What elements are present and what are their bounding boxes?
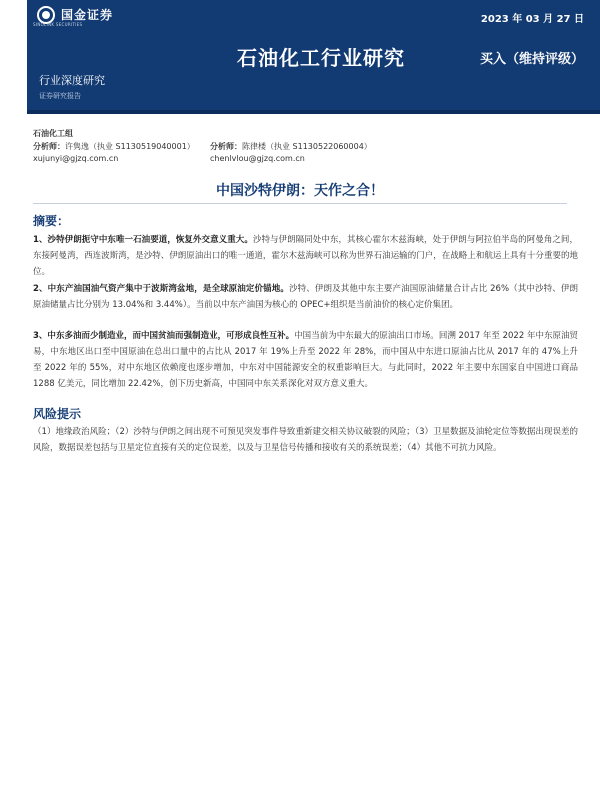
rating-badge: 买入（维持评级） bbox=[479, 52, 584, 67]
article-headline: 中国沙特伊朗：天作之合！ bbox=[216, 183, 384, 199]
analyst-item bbox=[33, 141, 195, 165]
point-text: 沙特、伊朗及其他中东主要产油国原油储量合计占比 26%（其中沙特、伊朗原油储量占比分别为 13.04%和 3.44%）。当前以中东产油国为核心的 OPEC+组织是当前油价的核心定价集团。 bbox=[33, 284, 578, 310]
point-text: 沙特与伊朗隔同处中东，其核心霍尔木兹海峡，处于伊朗与阿拉伯半岛的阿曼角之间，东接阿曼湾，西连波斯湾，是沙特、伊朗原油出口的唯一通道，霍尔木兹海峡可以称为世界石油运输的门户，在战略上和航运上具有十分重要的地位。 bbox=[33, 235, 578, 277]
point-text: 中国当前为中东最大的原油出口市场。回溯 2017 年至 2022 年中东原油贸易，中东地区出口至中国原油在总出口量中的占比从 2017 年 19%上升至 2022 年 28%，而中国从中东进口原油占比从 2017 年的 47%上升至 2022 年的 55%，对中东地区依赖度也逐步增加，中东对中国能源安全的权重影响巨大。与此同时，2022 年主要中东国家自中国进口商品 1288 亿美元，同比增加 22.42%，创下历史新高，中国同中东关系深化对双方意义重大。 bbox=[33, 331, 578, 389]
risk-text: （1）地缘政治风险；（2）沙特与伊朗之间出现不可预见突发事件导致重新建交相关协议破裂的风险；（3）卫星数据及油轮定位等数据出现误差的风险，数据误差包括与卫星定位直接有关的定位误差，以及与卫星信号传播和接收有关的系统误差；（4）其他不可抗力风险。 bbox=[33, 427, 578, 453]
analyst-label: 分析师： bbox=[33, 142, 65, 151]
analyst-name: 陈律楼（执业 S1130522060004） bbox=[242, 142, 372, 151]
analyst-item bbox=[210, 141, 372, 165]
summary-point bbox=[33, 281, 578, 313]
risk-title: 风险提示 bbox=[33, 407, 82, 421]
summary-point bbox=[33, 232, 578, 280]
analyst-name: 许隽逸（执业 S1130519040001） bbox=[65, 142, 195, 151]
point-lead: 3、中东多油而少制造业，而中国贫油而强制造业，可形成良性互补。 bbox=[33, 331, 295, 341]
report-date: 2023 年 03 月 27 日 bbox=[480, 14, 584, 25]
summary-title: 摘要： bbox=[33, 214, 70, 228]
report-header bbox=[27, 0, 600, 110]
analyst-email[interactable]: xujunyi@gjzq.com.cn bbox=[33, 154, 119, 163]
report-subtype: 证券研究报告 bbox=[39, 92, 81, 100]
summary-point bbox=[33, 328, 578, 392]
research-team: 石油化工组 bbox=[33, 129, 73, 138]
analyst-label: 分析师： bbox=[210, 142, 242, 151]
logo-text: 国金证券 bbox=[61, 8, 114, 22]
analyst-email[interactable]: chenlvlou@gjzq.com.cn bbox=[210, 154, 305, 163]
point-lead: 2、中东产油国油气资产集中于波斯湾盆地，是全球原油定价锚地。 bbox=[33, 284, 290, 294]
point-lead: 1、沙特伊朗扼守中东唯一石油要道，恢复外交意义重大。 bbox=[33, 235, 253, 245]
report-type: 行业深度研究 bbox=[39, 74, 105, 87]
report-title: 石油化工行业研究 bbox=[237, 46, 405, 70]
headline-divider bbox=[33, 203, 567, 204]
logo-subtext: SINOLINK SECURITIES bbox=[33, 22, 83, 27]
header-divider bbox=[27, 110, 600, 114]
